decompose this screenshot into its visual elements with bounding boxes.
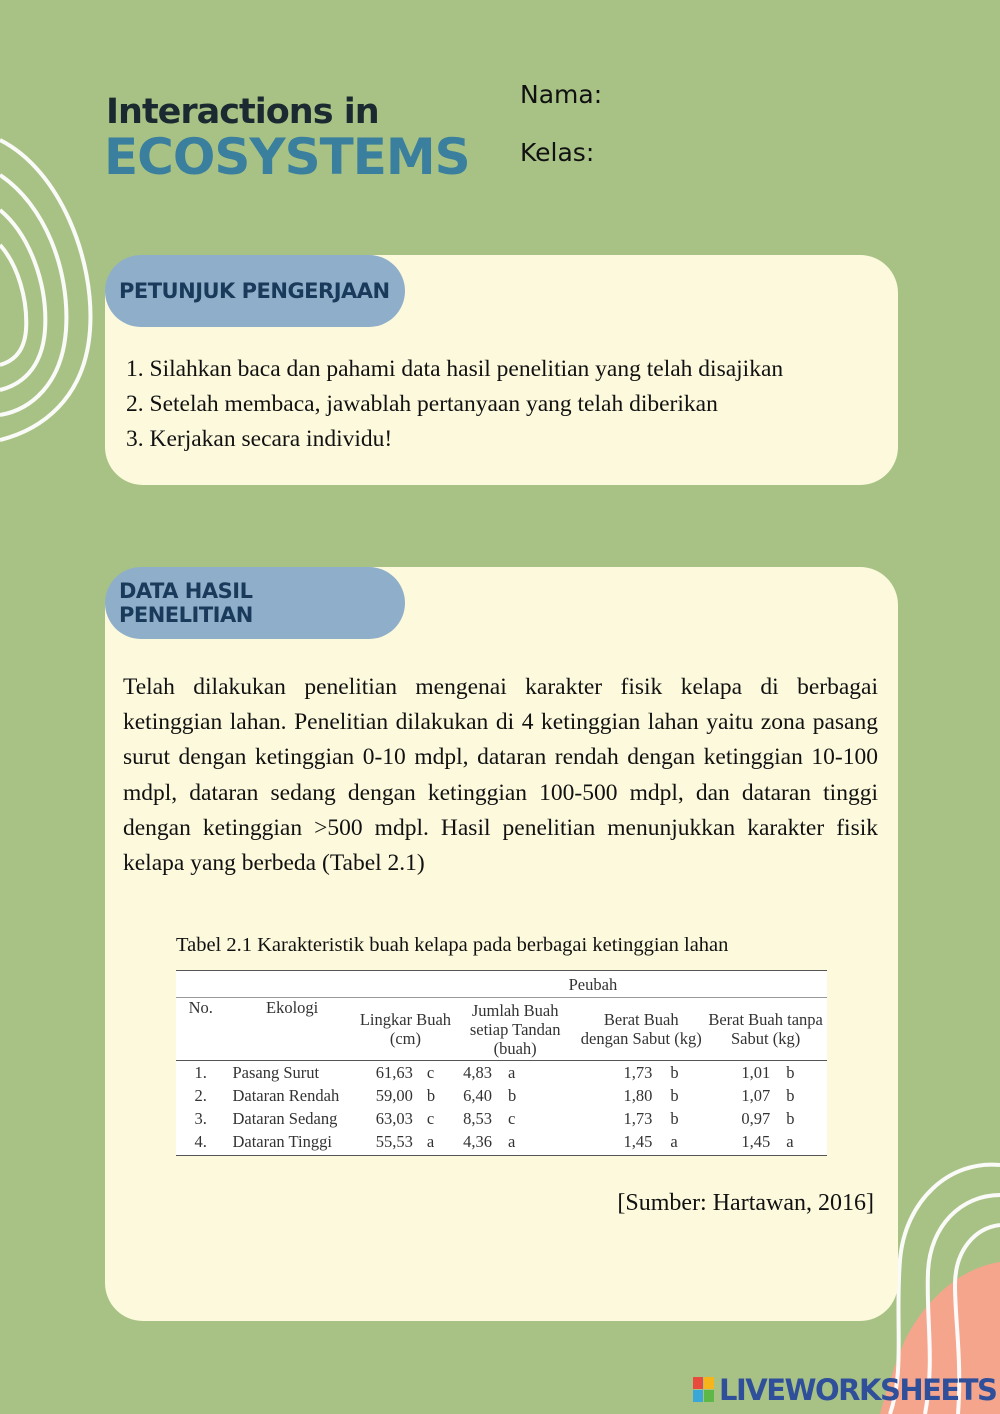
- cell-notation: c: [426, 1109, 435, 1128]
- col-header-berat-tanpa: Berat Buah tanpa Sabut (kg): [704, 998, 827, 1061]
- cell-lingkar: [359, 1084, 452, 1107]
- table-caption: Tabel 2.1 Karakteristik buah kelapa pada berbagai ketinggian lahan: [176, 934, 729, 956]
- research-heading-text: DATA HASIL PENELITIAN: [119, 579, 253, 627]
- cell-ekologi: Dataran Sedang: [232, 1109, 338, 1128]
- cell-value: 63,03: [375, 1109, 413, 1128]
- cell-value: 1,73: [623, 1109, 653, 1128]
- cell-berat-tanpa: [704, 1084, 827, 1107]
- cell-berat-sabut: [578, 1084, 704, 1107]
- cell-notation: b: [670, 1063, 679, 1082]
- research-paragraph: Telah dilakukan penelitian mengenai karakter fisik kelapa di berbagai ketinggian lahan. Penelitian dilakukan di 4 ketinggian lahan yaitu zona pasang surut dengan ketinggian 0-10 mdpl, dataran rendah dengan ketinggian 10-100 mdpl, dataran sedang dengan ketinggian 100-500 mdpl, dan dataran tinggi dengan ketinggian >500 mdpl. Hasil penelitian menunjukkan karakter fisik kelapa yang berbeda (Tabel 2.1): [123, 674, 878, 877]
- liveworksheets-logo[interactable]: [693, 1373, 996, 1407]
- cell-berat-tanpa: [704, 1130, 827, 1153]
- cell-value: 1,45: [741, 1132, 771, 1151]
- cell-lingkar: [359, 1061, 452, 1085]
- cell-berat-tanpa: [704, 1061, 827, 1085]
- cell-notation: b: [426, 1086, 436, 1105]
- col-header-ekologi: Ekologi: [225, 998, 358, 1061]
- instructions-heading-text: PETUNJUK PENGERJAAN: [119, 279, 390, 303]
- name-label: Nama:: [520, 80, 603, 109]
- cell-notation: a: [508, 1132, 516, 1151]
- cell-jumlah: [452, 1107, 578, 1130]
- cell-value: 1,80: [623, 1086, 653, 1105]
- cell-lingkar: [359, 1107, 452, 1130]
- col-header-berat-sabut: Berat Buah dengan Sabut (kg): [578, 998, 704, 1061]
- cell-notation: b: [786, 1086, 795, 1105]
- cell-value: 61,63: [375, 1063, 413, 1082]
- data-table: [176, 970, 827, 1156]
- research-heading: [105, 567, 405, 639]
- cell-value: 0,97: [741, 1109, 771, 1128]
- col-header-jumlah: Jumlah Buah setiap Tandan (buah): [452, 998, 578, 1061]
- cell-value: 1,45: [623, 1132, 653, 1151]
- cell-value: 6,40: [463, 1086, 492, 1105]
- cell-notation: b: [786, 1063, 795, 1082]
- cell-ekologi: Dataran Tinggi: [232, 1132, 332, 1151]
- cell-ekologi: Dataran Rendah: [232, 1086, 340, 1105]
- table-row: [176, 1084, 827, 1107]
- cell-notation: a: [508, 1063, 516, 1082]
- cell-notation: a: [426, 1132, 435, 1151]
- instruction-item: 3. Kerjakan secara individu!: [126, 426, 393, 452]
- cell-ekologi: Pasang Surut: [232, 1063, 320, 1082]
- contour-lines-left: [0, 140, 90, 440]
- instructions-list: [126, 352, 783, 457]
- cell-berat-sabut: [578, 1107, 704, 1130]
- cell-berat-sabut: [578, 1061, 704, 1085]
- instructions-heading: [105, 255, 405, 327]
- cell-no: 1.: [194, 1063, 207, 1082]
- cell-no: 3.: [194, 1109, 207, 1128]
- cell-notation: a: [670, 1132, 678, 1151]
- cell-value: 59,00: [375, 1086, 413, 1105]
- cell-berat-tanpa: [704, 1107, 827, 1130]
- cell-notation: b: [670, 1086, 679, 1105]
- liveworksheets-logo-text: LIVEWORKSHEETS: [719, 1373, 997, 1407]
- table-row: [176, 1107, 827, 1130]
- cell-value: 1,01: [741, 1063, 771, 1082]
- cell-notation: c: [508, 1109, 516, 1128]
- cell-no: 2.: [194, 1086, 207, 1105]
- col-header-no: No.: [176, 998, 225, 1061]
- class-label: Kelas:: [520, 138, 595, 167]
- cell-value: 8,53: [463, 1109, 492, 1128]
- cell-notation: b: [786, 1109, 795, 1128]
- cell-value: 55,53: [375, 1132, 413, 1151]
- liveworksheets-logo-icon: [693, 1377, 715, 1403]
- title-line-1: Interactions in: [106, 92, 379, 132]
- cell-value: 4,83: [463, 1063, 492, 1082]
- instruction-item: 1. Silahkan baca dan pahami data hasil penelitian yang telah disajikan: [126, 356, 784, 382]
- group-header-peubah: Peubah: [359, 971, 827, 998]
- cell-lingkar: [359, 1130, 452, 1153]
- cell-notation: b: [670, 1109, 679, 1128]
- col-header-lingkar: Lingkar Buah (cm): [359, 998, 452, 1061]
- cell-notation: a: [786, 1132, 794, 1151]
- cell-notation: c: [426, 1063, 435, 1082]
- table-row: [176, 1130, 827, 1153]
- source-citation: [Sumber: Hartawan, 2016]: [617, 1190, 874, 1216]
- cell-value: 1,07: [741, 1086, 771, 1105]
- title-line-2: ECOSYSTEMS: [104, 128, 470, 186]
- cell-jumlah: [452, 1130, 578, 1153]
- cell-no: 4.: [194, 1132, 207, 1151]
- cell-jumlah: [452, 1061, 578, 1085]
- cell-value: 1,73: [623, 1063, 653, 1082]
- cell-berat-sabut: [578, 1130, 704, 1153]
- cell-notation: b: [508, 1086, 517, 1105]
- cell-jumlah: [452, 1084, 578, 1107]
- cell-value: 4,36: [463, 1132, 492, 1151]
- instruction-item: 2. Setelah membaca, jawablah pertanyaan yang telah diberikan: [126, 391, 718, 417]
- table-row: [176, 1061, 827, 1085]
